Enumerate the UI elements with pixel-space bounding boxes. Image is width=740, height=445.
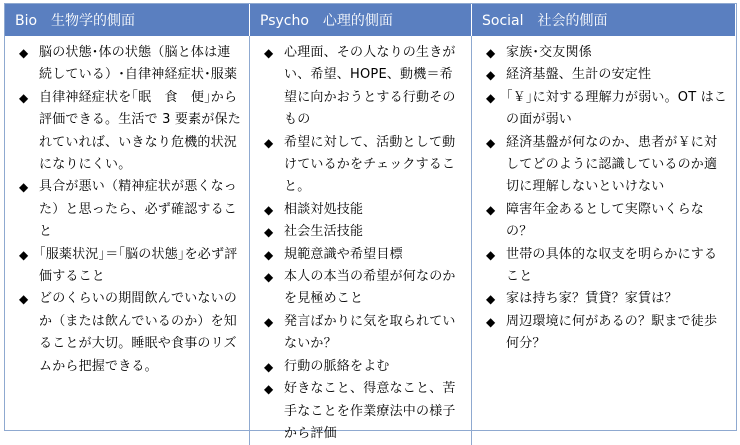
diamond-bullet-icon: ◆ <box>264 225 274 240</box>
list-item: ◆ 経済基盤が何なのか、患者が￥に対してどのように認識しているのか適切に理解しないといけない <box>486 132 730 199</box>
diamond-bullet-icon: ◆ <box>19 292 29 307</box>
list-item: ◆ 脳の状態･体の状態（脳と体は連続している）･自律神経症状･服薬 <box>19 42 243 87</box>
diamond-bullet-icon: ◆ <box>486 68 496 83</box>
diamond-bullet-icon: ◆ <box>486 247 496 262</box>
list-item: ◆ 発言ばかりに気を取られていないか？ <box>264 311 465 356</box>
list-item: ◆ どのくらいの期間飲んでいないのか（または飲んでいるのか）を知ることが大切。睡眠や食事のリズムから把握できる。 <box>19 288 243 378</box>
list-item: ◆ 社会生活技能 <box>264 221 465 243</box>
list-item: ◆ 家族･交友関係 <box>486 42 730 64</box>
diamond-bullet-icon: ◆ <box>264 46 274 60</box>
column-social <box>472 36 736 445</box>
diamond-bullet-icon: ◆ <box>19 90 29 105</box>
header-psycho: Psycho 心理的側面 <box>250 4 472 36</box>
column-bio <box>5 36 250 445</box>
list-item: ◆ ｢￥｣に対する理解力が弱い。OT はこの面が弱い <box>486 87 730 132</box>
diamond-bullet-icon: ◆ <box>264 202 274 217</box>
list-item: ◆ 自律神経症状を｢眠 食 便｣から評価できる。生活で 3 要素が保たれていれば、いきなり危機的状況になりにくい。 <box>19 87 243 177</box>
list-item: ◆ 規範意識や希望目標 <box>264 244 465 266</box>
list-item: ◆ 行動の脈絡をよむ <box>264 356 465 378</box>
header-bio: Bio 生物学的側面 <box>5 4 250 36</box>
bio-list <box>19 42 243 378</box>
diamond-bullet-icon: ◆ <box>19 180 29 195</box>
list-item: ◆ 好きなこと、得意なこと、苦手なことを作業療法中の様子から評価 <box>264 378 465 445</box>
diamond-bullet-icon: ◆ <box>486 90 496 105</box>
list-item: ◆ 具合が悪い（精神症状が悪くなった）と思ったら、必ず確認すること <box>19 176 243 243</box>
column-psycho <box>250 36 472 445</box>
header-social: Social 社会的側面 <box>472 4 736 36</box>
diamond-bullet-icon: ◆ <box>19 46 29 60</box>
diamond-bullet-icon: ◆ <box>486 292 496 307</box>
diamond-bullet-icon: ◆ <box>486 135 496 150</box>
list-item: ◆ 家は持ち家？賃貸？家賃は？ <box>486 288 730 310</box>
list-item: ◆ 相談対処技能 <box>264 199 465 221</box>
diamond-bullet-icon: ◆ <box>264 247 274 262</box>
list-item: ◆ 周辺環境に何があるの？駅まで徒歩何分？ <box>486 311 730 356</box>
diamond-bullet-icon: ◆ <box>264 359 274 374</box>
bps-table <box>4 3 737 441</box>
diamond-bullet-icon: ◆ <box>486 314 496 329</box>
diamond-bullet-icon: ◆ <box>264 135 274 150</box>
psycho-list <box>264 42 465 445</box>
diamond-bullet-icon: ◆ <box>486 202 496 217</box>
diamond-bullet-icon: ◆ <box>264 314 274 329</box>
diamond-bullet-icon: ◆ <box>486 46 496 60</box>
list-item: ◆ 希望に対して、活動として動けているかをチェックすること。 <box>264 132 465 199</box>
list-item: ◆ ｢服薬状況｣＝｢脳の状態｣を必ず評価すること <box>19 244 243 289</box>
social-list <box>486 42 730 356</box>
list-item: ◆ 本人の本当の希望が何なのかを見極めこと <box>264 266 465 311</box>
diamond-bullet-icon: ◆ <box>264 382 274 397</box>
diamond-bullet-icon: ◆ <box>19 247 29 262</box>
list-item: ◆ 心理面、その人なりの生きがい、希望、HOPE、動機＝希望に向かおうとする行動そのもの <box>264 42 465 132</box>
diamond-bullet-icon: ◆ <box>264 270 274 285</box>
list-item: ◆ 経済基盤、生計の安定性 <box>486 64 730 86</box>
list-item: ◆ 世帯の具体的な収支を明らかにすること <box>486 244 730 289</box>
list-item: ◆ 障害年金あるとして実際いくらなの？ <box>486 199 730 244</box>
